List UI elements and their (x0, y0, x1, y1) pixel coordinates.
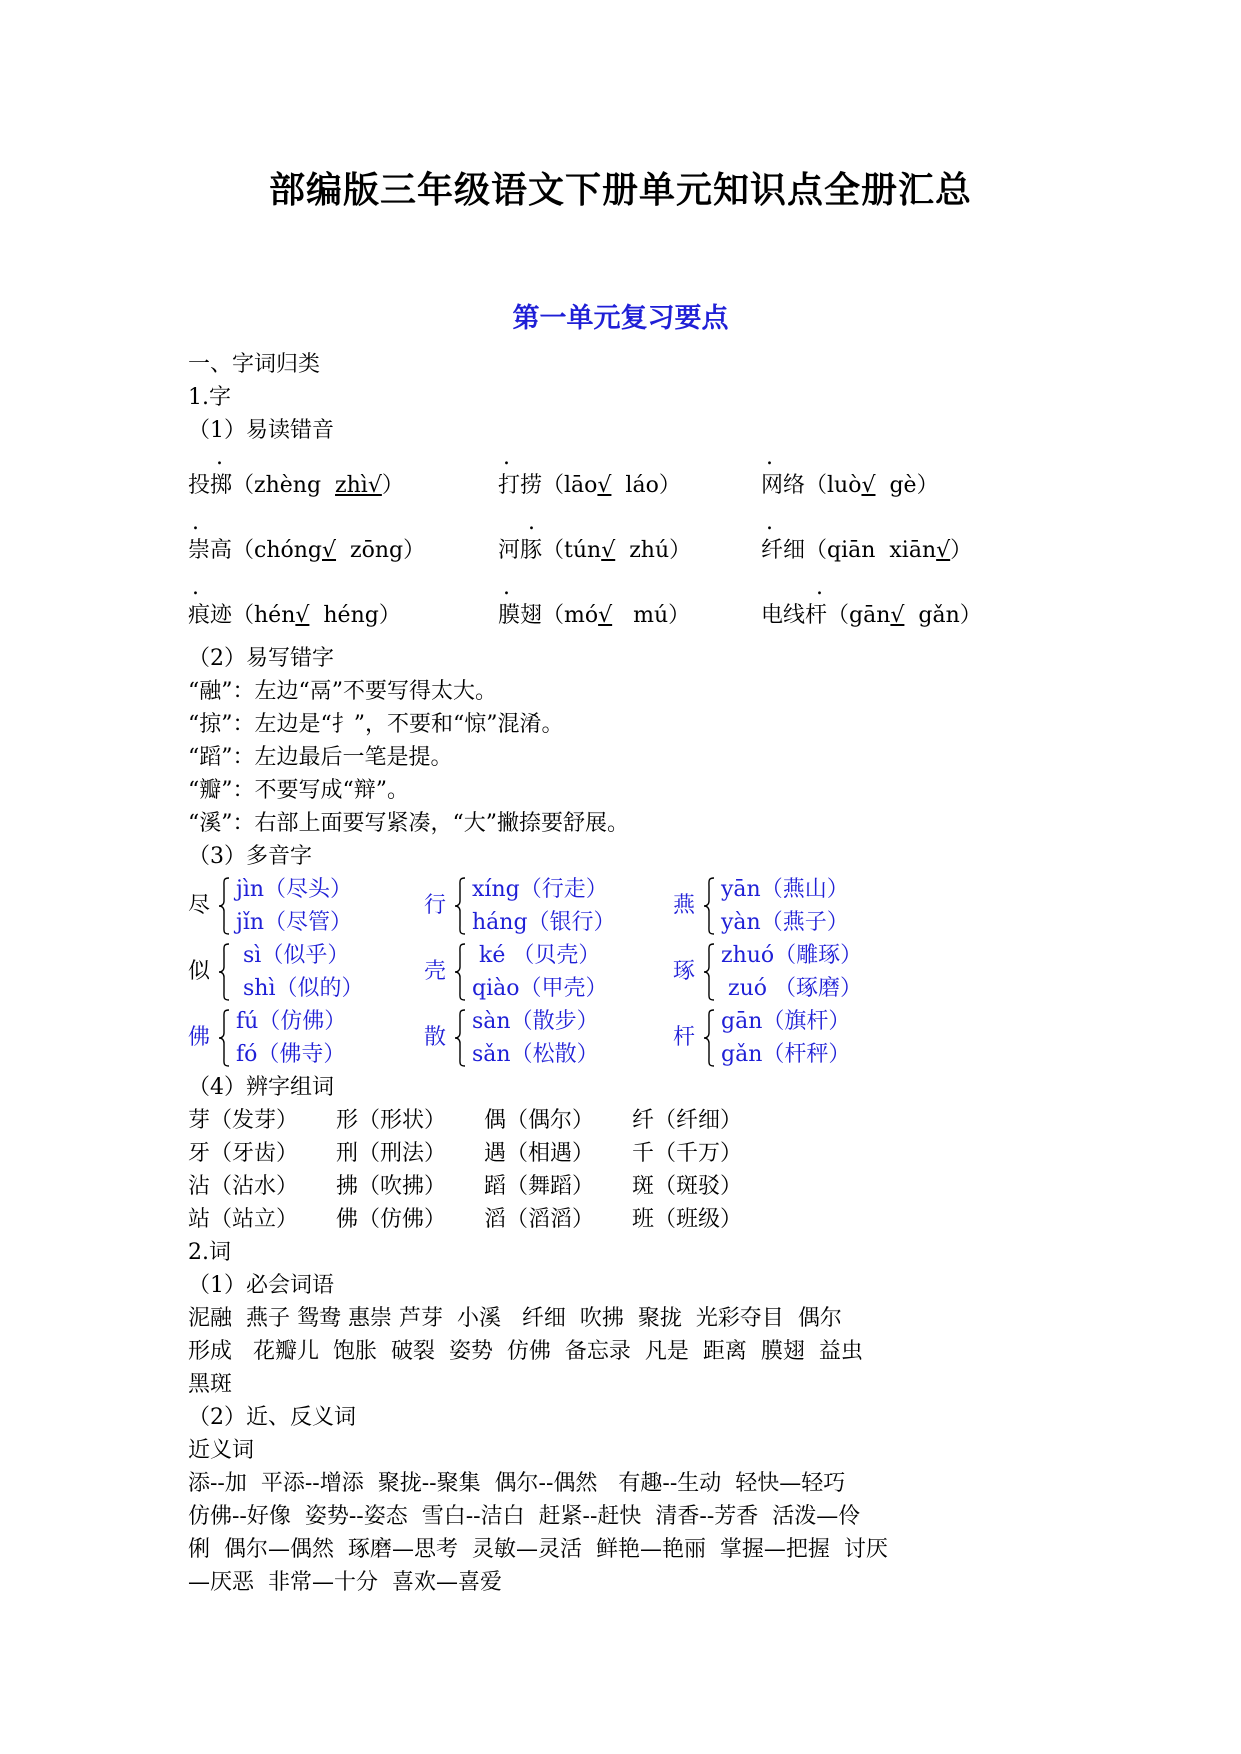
subsection-heading: （1）必会词语 (188, 1273, 334, 1298)
brace-icon (703, 1009, 715, 1067)
pinyin-item: 打捞（lāo√ láo） (498, 473, 681, 498)
brace-icon (218, 943, 230, 1001)
emphasis-dot: . (503, 575, 510, 600)
polyphone-char: 行 (424, 893, 447, 918)
distinguish-item: 偶（偶尔） (484, 1108, 595, 1133)
subsection-heading: 1.字 (188, 385, 231, 410)
distinguish-item: 佛（仿佛） (336, 1207, 447, 1232)
polyphone-reading: sàn（散步） (472, 1009, 599, 1034)
polyphone-reading: jǐn（尽管） (236, 910, 353, 935)
distinguish-row (188, 1104, 1068, 1137)
polyphone-reading: yān（燕山） (721, 877, 849, 902)
distinguish-item: 滔（滔滔） (484, 1207, 595, 1232)
polyphone-row (188, 1005, 1068, 1071)
subsection-heading: （1）易读错音 (188, 418, 334, 443)
write-error-line: “蹈”：左边最后一笔是提。 (188, 745, 453, 770)
subsection-heading: （2）近、反义词 (188, 1405, 356, 1430)
write-error-line: “溪”：右部上面要写紧凑，“大”撇捺要舒展。 (188, 811, 629, 836)
synonym-line: —厌恶 非常—十分 喜欢—喜爱 (188, 1570, 502, 1595)
polyphone-reading: gān（旗杆） (721, 1009, 851, 1034)
polyphone-char: 尽 (188, 893, 211, 918)
subsection-heading: （3）多音字 (188, 844, 312, 869)
pinyin-row (188, 512, 1068, 577)
word-list-line: 形成 花瓣儿 饱胀 破裂 姿势 仿佛 备忘录 凡是 距离 膜翅 益虫 (188, 1339, 863, 1364)
emphasis-dot: . (766, 445, 773, 470)
distinguish-item: 站（站立） (188, 1207, 299, 1232)
section-heading: 一、字词归类 (188, 352, 321, 377)
brace-icon (218, 877, 230, 935)
polyphone-reading: fú（仿佛） (236, 1009, 347, 1034)
polyphone-reading: yàn（燕子） (721, 910, 849, 935)
distinguish-item: 沾（沾水） (188, 1174, 299, 1199)
pinyin-item: 膜翅（mó√ mú） (498, 603, 691, 628)
synonym-line: 仿佛--好像 姿势--姿态 雪白--洁白 赶紧--赶快 清香--芳香 活泼—伶 (188, 1504, 861, 1529)
pinyin-item: 痕迹（hén√ héng） (188, 603, 401, 628)
synonym-line: 添--加 平添--增添 聚拢--聚集 偶尔--偶然 有趣--生动 轻快—轻巧 (188, 1471, 846, 1496)
brace-icon (703, 943, 715, 1001)
distinguish-item: 纤（纤细） (632, 1108, 743, 1133)
subsection-heading: （2）易写错字 (188, 646, 334, 671)
subsection-heading: 2.词 (188, 1240, 231, 1265)
polyphone-reading: ké （贝壳） (472, 943, 601, 968)
brace-icon (454, 943, 466, 1001)
polyphone-reading: jìn（尽头） (236, 877, 353, 902)
distinguish-item: 刑（刑法） (336, 1141, 447, 1166)
pinyin-row (188, 577, 1068, 642)
polyphone-reading: qiào（甲壳） (472, 976, 608, 1001)
write-error-line: “瓣”：不要写成“辩”。 (188, 778, 409, 803)
polyphone-reading: xíng（行走） (472, 877, 608, 902)
polyphone-reading: zhuó（雕琢） (721, 943, 863, 968)
polyphone-char: 燕 (673, 893, 696, 918)
emphasis-dot: . (816, 575, 823, 600)
page-title: 部编版三年级语文下册单元知识点全册汇总 (268, 170, 972, 211)
word-list-line: 黑斑 (188, 1372, 233, 1397)
subsection-heading: （4）辨字组词 (188, 1075, 334, 1100)
polyphone-char: 散 (424, 1025, 447, 1050)
polyphone-char: 似 (188, 959, 211, 984)
pinyin-item: 投掷（zhèng zhì√） (188, 473, 404, 498)
pinyin-item: 河豚（tún√ zhú） (498, 538, 692, 563)
write-error-line: “掠”：左边是“扌”，不要和“惊”混淆。 (188, 712, 564, 737)
polyphone-reading: fó（佛寺） (236, 1042, 346, 1067)
distinguish-item: 牙（牙齿） (188, 1141, 299, 1166)
distinguish-item: 蹈（舞蹈） (484, 1174, 595, 1199)
polyphone-reading: shì（似的） (236, 976, 364, 1001)
pinyin-item: 网络（luò√ gè） (761, 473, 939, 498)
pinyin-item: 电线杆（gān√ gǎn） (761, 603, 982, 628)
synonym-label: 近义词 (188, 1438, 255, 1463)
content (188, 348, 1068, 1599)
pinyin-item: 纤细（qiān xiān√） (761, 538, 973, 563)
polyphone-reading: háng（银行） (472, 910, 616, 935)
polyphone-char: 佛 (188, 1025, 211, 1050)
polyphone-row (188, 873, 1068, 939)
polyphone-char: 杆 (673, 1025, 696, 1050)
synonym-line: 俐 偶尔—偶然 琢磨—思考 灵敏—灵活 鲜艳—艳丽 掌握—把握 讨厌 (188, 1537, 888, 1562)
distinguish-row (188, 1203, 1068, 1236)
emphasis-dot: . (192, 575, 199, 600)
distinguish-item: 形（形状） (336, 1108, 447, 1133)
emphasis-dot: . (192, 510, 199, 535)
pinyin-item: 崇高（chóng√ zōng） (188, 538, 426, 563)
brace-icon (703, 877, 715, 935)
emphasis-dot: . (216, 445, 223, 470)
polyphone-char: 壳 (424, 959, 447, 984)
polyphone-reading: zuó （琢磨） (721, 976, 862, 1001)
brace-icon (454, 877, 466, 935)
emphasis-dot: . (528, 510, 535, 535)
pinyin-row (188, 447, 1068, 512)
polyphone-reading: sì（似乎） (236, 943, 350, 968)
distinguish-item: 遇（相遇） (484, 1141, 595, 1166)
unit-title: 第一单元复习要点 (512, 303, 729, 334)
word-list-line: 泥融 燕子 鸳鸯 惠崇 芦芽 小溪 纤细 吹拂 聚拢 光彩夺目 偶尔 (188, 1306, 842, 1331)
distinguish-row (188, 1170, 1068, 1203)
distinguish-item: 千（千万） (632, 1141, 743, 1166)
polyphone-reading: gǎn（杆秤） (721, 1042, 851, 1067)
distinguish-item: 拂（吹拂） (336, 1174, 447, 1199)
polyphone-reading: sǎn（松散） (472, 1042, 599, 1067)
write-error-line: “融”：左边“鬲”不要写得太大。 (188, 679, 497, 704)
distinguish-item: 班（班级） (632, 1207, 743, 1232)
brace-icon (218, 1009, 230, 1067)
emphasis-dot: . (503, 445, 510, 470)
polyphone-row (188, 939, 1068, 1005)
distinguish-item: 芽（发芽） (188, 1108, 299, 1133)
distinguish-item: 斑（斑驳） (632, 1174, 743, 1199)
polyphone-char: 琢 (673, 959, 696, 984)
distinguish-row (188, 1137, 1068, 1170)
emphasis-dot: . (766, 510, 773, 535)
brace-icon (454, 1009, 466, 1067)
